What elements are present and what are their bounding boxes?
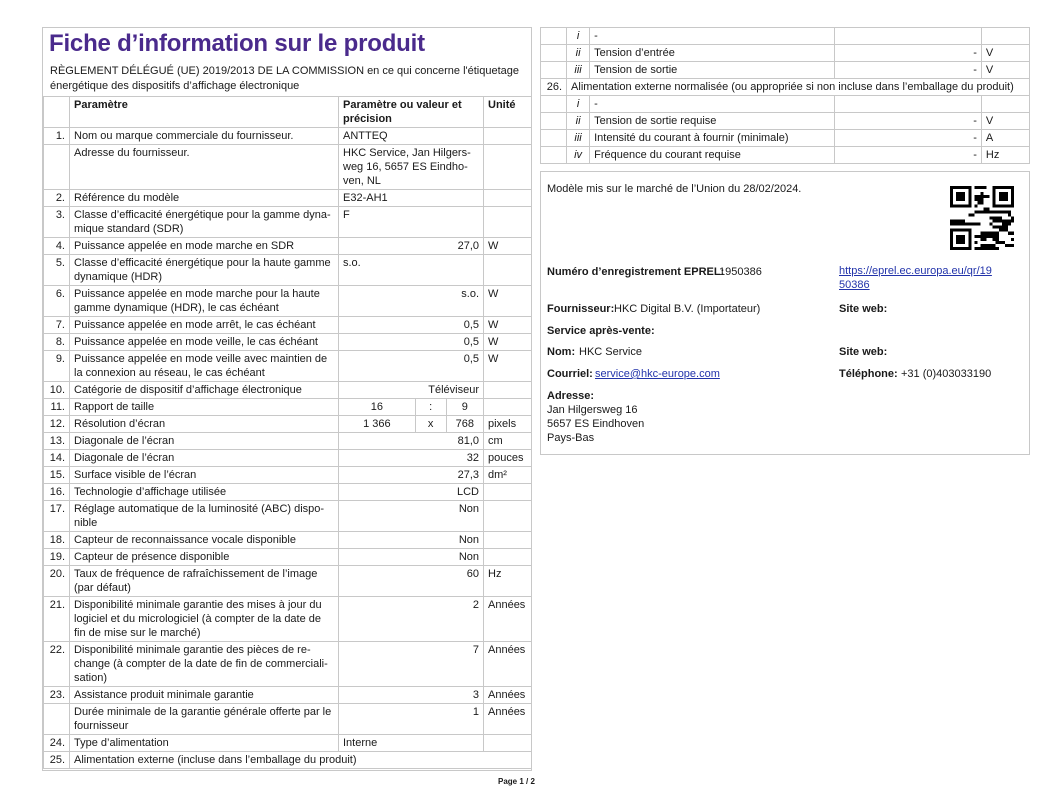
- row-unit: pouces: [484, 450, 532, 467]
- row-value: s.o.: [339, 286, 484, 317]
- table-row: [44, 642, 532, 687]
- supplier-value: HKC Digital B.V. (Importateur): [614, 303, 761, 315]
- row-label: Référence du modèle: [70, 190, 339, 207]
- row-unit: Années: [484, 704, 532, 735]
- split-value: 9: [461, 401, 468, 413]
- row-value: s.o.: [339, 255, 484, 286]
- row-unit: Hz: [484, 566, 532, 597]
- table-row: [541, 96, 1030, 113]
- table-row: [44, 238, 532, 255]
- row-unit: dm²: [484, 467, 532, 484]
- row-number: 19.: [44, 549, 70, 566]
- row-number: 3.: [44, 207, 70, 238]
- phone-label: Téléphone:: [839, 368, 898, 380]
- row-unit: [484, 532, 532, 549]
- row-unit: A: [981, 130, 1029, 147]
- row-unit: Années: [484, 687, 532, 704]
- table-row: [44, 450, 532, 467]
- table-row: [44, 501, 532, 532]
- row-value: Non: [339, 549, 484, 566]
- row-label: Classe d’efficacité énergétique pour la gamme dyna-mique standard (SDR): [70, 207, 339, 238]
- row-unit: W: [484, 351, 532, 382]
- spec-table: [43, 96, 532, 769]
- row-label: Fréquence du courant requise: [590, 147, 835, 164]
- table-row: [44, 145, 532, 190]
- table-row: [44, 532, 532, 549]
- row-value: -: [834, 62, 981, 79]
- eprel-link[interactable]: https://eprel.ec.europa.eu/qr/19: [839, 265, 992, 277]
- sub-index: i: [567, 96, 590, 113]
- website-label: Site web:: [839, 303, 888, 315]
- row-value: 3: [339, 687, 484, 704]
- row-value: E32-AH1: [339, 190, 484, 207]
- row-label: Rapport de taille: [70, 399, 339, 416]
- table-row: [44, 484, 532, 501]
- row-label: Puissance appelée en mode marche en SDR: [70, 238, 339, 255]
- table-row: [44, 687, 532, 704]
- regulation-text: RÈGLEMENT DÉLÉGUÉ (UE) 2019/2013 DE LA COMMISSION en ce qui concerne l'étiquetage énergétique des dispositifs d’affichage électronique: [50, 65, 519, 92]
- row-value: 2: [339, 597, 484, 642]
- row-unit: [981, 28, 1029, 45]
- row-number: [541, 28, 567, 45]
- row-label: Disponibilité minimale garantie des pièces de re-change (à compter de la date de fin de commerciali-sation): [70, 642, 339, 687]
- row-unit: W: [484, 286, 532, 317]
- name-value: HKC Service: [579, 346, 642, 358]
- row-number: 20.: [44, 566, 70, 597]
- row-number: 18.: [44, 532, 70, 549]
- row-label: Réglage automatique de la luminosité (ABC) dispo-nible: [70, 501, 339, 532]
- row-unit: [484, 190, 532, 207]
- row-label: Surface visible de l’écran: [70, 467, 339, 484]
- row-label: Résolution d’écran: [70, 416, 339, 433]
- row-unit: V: [981, 113, 1029, 130]
- table-header: [44, 97, 532, 128]
- after-sales-label: Service après-vente:: [547, 325, 655, 337]
- row-value: 1: [339, 704, 484, 735]
- table-row: [541, 28, 1030, 45]
- address-line-1: Jan Hilgersweg 16: [547, 404, 638, 416]
- table-row: [44, 549, 532, 566]
- page-number: Page 1 / 2: [498, 777, 535, 786]
- row-unit: Années: [484, 642, 532, 687]
- table-row: [541, 79, 1030, 96]
- address-label: Adresse:: [547, 390, 595, 402]
- row-value: 0,5: [339, 317, 484, 334]
- table-row: [541, 113, 1030, 130]
- row-unit: [484, 549, 532, 566]
- address-line-2: 5657 ES Eindhoven: [547, 418, 645, 430]
- table-row: [44, 255, 532, 286]
- split-value: 16: [339, 399, 415, 415]
- row-value: [339, 399, 484, 416]
- row-label: Puissance appelée en mode arrêt, le cas échéant: [70, 317, 339, 334]
- row-number: [44, 145, 70, 190]
- table-row: [44, 190, 532, 207]
- row-unit: [981, 96, 1029, 113]
- table-row: [44, 467, 532, 484]
- split-value: x: [415, 416, 446, 432]
- row-number: 17.: [44, 501, 70, 532]
- sub-index: ii: [567, 45, 590, 62]
- name-label: Nom:: [547, 346, 576, 358]
- table-row: [44, 704, 532, 735]
- row-label: Puissance appelée en mode veille, le cas échéant: [70, 334, 339, 351]
- row-value: -: [834, 130, 981, 147]
- table-row: [44, 351, 532, 382]
- row-label: Diagonale de l’écran: [70, 433, 339, 450]
- table-row: [44, 382, 532, 399]
- row-value: F: [339, 207, 484, 238]
- row-label: Assistance produit minimale garantie: [70, 687, 339, 704]
- table-row: [541, 130, 1030, 147]
- table-row: [44, 416, 532, 433]
- sub-index: iv: [567, 147, 590, 164]
- table-row: [541, 147, 1030, 164]
- eprel-number: 1950386: [719, 266, 762, 278]
- row-unit: Années: [484, 597, 532, 642]
- row-value: -: [834, 45, 981, 62]
- table-row: [44, 207, 532, 238]
- split-value: 768: [455, 418, 474, 430]
- row-number: 23.: [44, 687, 70, 704]
- row-value: 81,0: [339, 433, 484, 450]
- header-param: Paramètre: [70, 97, 339, 128]
- document-title: Fiche d’information sur le produit: [49, 30, 425, 57]
- external-power-table-wrap: [540, 27, 1030, 164]
- row-number: 10.: [44, 382, 70, 399]
- table-row: [541, 62, 1030, 79]
- table-row: [44, 752, 532, 769]
- row-number: 5.: [44, 255, 70, 286]
- table-row: [44, 566, 532, 597]
- row-unit: [484, 399, 532, 416]
- email-link[interactable]: service@hkc-europe.com: [595, 368, 720, 380]
- row-value: [834, 28, 981, 45]
- row-unit: [484, 501, 532, 532]
- row-number: 14.: [44, 450, 70, 467]
- row-label: Nom ou marque commerciale du fournisseur.: [70, 128, 339, 145]
- row-label: Taux de fréquence de rafraîchissement de l’image (par défaut): [70, 566, 339, 597]
- row-unit: W: [484, 334, 532, 351]
- row-unit: [484, 735, 532, 752]
- row-number: 2.: [44, 190, 70, 207]
- row-unit: V: [981, 45, 1029, 62]
- row-label: Disponibilité minimale garantie des mises à jour du logiciel et du micrologiciel (à compter de la date de fin de mise sur le marché): [70, 597, 339, 642]
- row-value: HKC Service, Jan Hilgers-weg 16, 5657 ES Eindho-ven, NL: [339, 145, 484, 190]
- row-value: -: [834, 113, 981, 130]
- row-label: Alimentation externe normalisée (ou appropriée si non incluse dans l’emballage du produit): [567, 79, 1030, 96]
- row-unit: W: [484, 238, 532, 255]
- row-label: Intensité du courant à fournir (minimale): [590, 130, 835, 147]
- sub-index: i: [567, 28, 590, 45]
- product-info-sheet: [42, 27, 532, 771]
- row-number: [541, 130, 567, 147]
- sub-index: iii: [567, 130, 590, 147]
- row-label: Puissance appelée en mode veille avec maintien de la connexion au réseau, le cas échéant: [70, 351, 339, 382]
- row-number: 25.: [44, 752, 70, 769]
- row-label: Adresse du fournisseur.: [70, 145, 339, 190]
- split-value: 1 366: [339, 416, 415, 432]
- row-unit: W: [484, 317, 532, 334]
- row-number: 7.: [44, 317, 70, 334]
- row-label: Classe d’efficacité énergétique pour la haute gamme dynamique (HDR): [70, 255, 339, 286]
- row-label: Technologie d’affichage utilisée: [70, 484, 339, 501]
- header-value: Paramètre ou valeur et précision: [339, 97, 484, 128]
- row-label: Alimentation externe (incluse dans l’emballage du produit): [70, 752, 532, 769]
- row-label: Puissance appelée en mode marche pour la haute gamme dynamique (HDR), le cas échéant: [70, 286, 339, 317]
- row-value: Interne: [339, 735, 484, 752]
- row-number: [541, 96, 567, 113]
- table-row: [44, 433, 532, 450]
- row-value: 0,5: [339, 351, 484, 382]
- row-number: [541, 113, 567, 130]
- row-label: Catégorie de dispositif d’affichage électronique: [70, 382, 339, 399]
- row-value: 7: [339, 642, 484, 687]
- header-unit: Unité: [484, 97, 532, 128]
- phone-value: +31 (0)403033190: [901, 368, 992, 380]
- table-row: [44, 317, 532, 334]
- row-label: Tension d’entrée: [590, 45, 835, 62]
- row-number: 22.: [44, 642, 70, 687]
- row-unit: [484, 207, 532, 238]
- row-unit: [484, 145, 532, 190]
- address-line-3: Pays-Bas: [547, 432, 595, 444]
- row-label: Tension de sortie requise: [590, 113, 835, 130]
- row-number: 26.: [541, 79, 567, 96]
- table-row: [44, 334, 532, 351]
- row-value: 27,0: [339, 238, 484, 255]
- row-number: 9.: [44, 351, 70, 382]
- row-number: 8.: [44, 334, 70, 351]
- row-label: Tension de sortie: [590, 62, 835, 79]
- row-unit: cm: [484, 433, 532, 450]
- eprel-link-cont[interactable]: 50386: [839, 279, 870, 291]
- row-value: 0,5: [339, 334, 484, 351]
- website-label-2: Site web:: [839, 346, 888, 358]
- row-number: 11.: [44, 399, 70, 416]
- row-number: 16.: [44, 484, 70, 501]
- row-label: -: [590, 28, 835, 45]
- row-number: 21.: [44, 597, 70, 642]
- row-number: 4.: [44, 238, 70, 255]
- qr-code-icon: [950, 186, 1014, 250]
- row-unit: [484, 255, 532, 286]
- sub-index: iii: [567, 62, 590, 79]
- row-number: [44, 704, 70, 735]
- row-unit: Hz: [981, 147, 1029, 164]
- row-value: [339, 416, 484, 433]
- table-row: [44, 735, 532, 752]
- supplier-info-panel: [540, 171, 1030, 455]
- row-number: 15.: [44, 467, 70, 484]
- table-row: [44, 597, 532, 642]
- row-value: 32: [339, 450, 484, 467]
- row-unit: V: [981, 62, 1029, 79]
- row-number: [541, 62, 567, 79]
- row-number: 1.: [44, 128, 70, 145]
- row-number: 12.: [44, 416, 70, 433]
- row-value: [834, 96, 981, 113]
- row-number: 24.: [44, 735, 70, 752]
- row-value: Téléviseur: [339, 382, 484, 399]
- row-number: 6.: [44, 286, 70, 317]
- row-label: Type d’alimentation: [70, 735, 339, 752]
- table-row: [541, 45, 1030, 62]
- table-row: [44, 128, 532, 145]
- eprel-label: Numéro d’enregistrement EPREL:: [547, 266, 725, 278]
- row-label: Capteur de reconnaissance vocale disponible: [70, 532, 339, 549]
- email-label: Courriel:: [547, 368, 593, 380]
- row-unit: [484, 128, 532, 145]
- row-label: Diagonale de l’écran: [70, 450, 339, 467]
- supplier-label: Fournisseur:: [547, 303, 615, 315]
- row-value: Non: [339, 501, 484, 532]
- table-row: [44, 399, 532, 416]
- row-value: -: [834, 147, 981, 164]
- row-label: Capteur de présence disponible: [70, 549, 339, 566]
- split-value: :: [415, 399, 446, 415]
- external-power-table: [540, 27, 1030, 164]
- row-value: ANTTEQ: [339, 128, 484, 145]
- row-unit: [484, 382, 532, 399]
- row-number: 13.: [44, 433, 70, 450]
- sub-index: ii: [567, 113, 590, 130]
- row-unit: pixels: [484, 416, 532, 433]
- row-label: -: [590, 96, 835, 113]
- row-value: 27,3: [339, 467, 484, 484]
- row-label: Durée minimale de la garantie générale offerte par le fournisseur: [70, 704, 339, 735]
- table-row: [44, 286, 532, 317]
- row-value: Non: [339, 532, 484, 549]
- row-number: [541, 45, 567, 62]
- row-value: 60: [339, 566, 484, 597]
- row-value: LCD: [339, 484, 484, 501]
- market-date-text: Modèle mis sur le marché de l’Union du 28/02/2024.: [547, 183, 802, 195]
- row-unit: [484, 484, 532, 501]
- row-number: [541, 147, 567, 164]
